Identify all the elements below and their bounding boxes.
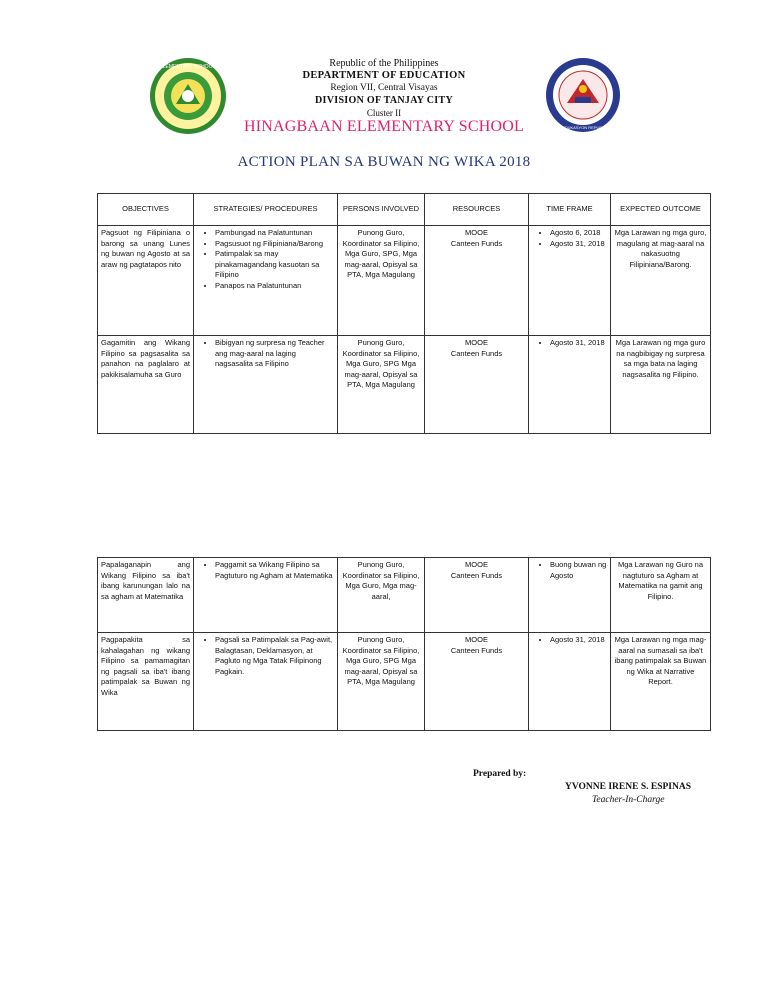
persons-cell: Punong Guro, Koordinator sa Filipino, Mga Guro, SPG, Mga mag-aaral, Opisyal sa PTA, Mga Magulang (338, 226, 425, 336)
timeframe-cell (529, 226, 611, 336)
persons-cell: Punong Guro, Koordinator sa Filipino, Mga Guro, SPG Mga mag-aaral, Opisyal sa PTA, Mga Magulang (338, 633, 425, 731)
resources-cell (425, 558, 529, 633)
right-seal-text: KAGAWARAN NG EDUKASYON REPUBLIKA NG PILIPINAS (528, 125, 638, 130)
strategy-item: • Pagsusuot ng Filipiniana/Barong (215, 239, 334, 250)
objective-cell: Papalaganapin ang Wikang Filipino sa iba't ibang karunungan lalo na sa agham at Matematika (98, 558, 194, 633)
table-header-row (98, 194, 711, 226)
col-header-resources: RESOURCES (425, 194, 529, 226)
strategy-item: • Pagsali sa Patimpalak sa Pag-awit, Balagtasan, Deklamasyon, at Pagluto ng Mga Tatak Filipinong Pagkain. (215, 635, 334, 677)
resources-cell (425, 633, 529, 731)
left-seal-text: HINAGBAAN ELEMENTARY SCHOOL TANJAY CITY (128, 64, 248, 70)
republic-text: Republic of the Philippines (329, 58, 439, 69)
strategies-cell (194, 226, 338, 336)
table-row (98, 558, 711, 633)
outcome-cell: Mga Larawan ng mga guro, magulang at mag-aaral na nakasuotng Filipiniana/Barong. (611, 226, 711, 336)
resources-cell (425, 336, 529, 434)
col-header-persons: PERSONS INVOLVED (338, 194, 425, 226)
col-header-objectives: OBJECTIVES (98, 194, 194, 226)
strategies-cell (194, 336, 338, 434)
school-name: HINAGBAAN ELEMENTARY SCHOOL (244, 118, 524, 135)
timeframe-cell (529, 558, 611, 633)
timeframe-cell (529, 633, 611, 731)
resource-item: MOOE (465, 228, 488, 237)
preparer-title: Teacher-In-Charge (592, 795, 665, 805)
timeframe-item: • Agosto 31, 2018 (550, 635, 607, 646)
strategy-item: • Pambungad na Palatuntunan (215, 228, 334, 239)
resource-item: Canteen Funds (450, 645, 503, 655)
resource-item: Canteen Funds (450, 348, 503, 358)
page-title: ACTION PLAN SA BUWAN NG WIKA 2018 (237, 154, 531, 170)
timeframe-cell (529, 336, 611, 434)
resource-item: MOOE (465, 338, 488, 347)
department-text: DEPARTMENT OF EDUCATION (302, 70, 466, 81)
resource-item: MOOE (465, 635, 488, 644)
prepared-by-label: Prepared by: (473, 769, 527, 779)
division-text: DIVISION OF TANJAY CITY (315, 95, 453, 106)
strategies-cell (194, 633, 338, 731)
resource-item: Canteen Funds (450, 238, 503, 248)
objective-cell: Gagamitin ang Wikang Filipino sa pagsasalita sa panahon na paglalaro at pakikisalamuha sa Guro (98, 336, 194, 434)
table-row (98, 226, 711, 336)
timeframe-item: • Agosto 6, 2018 (550, 228, 607, 239)
outcome-cell: Mga Larawan ng mga mag-aaral na sumasali sa iba't ibang patimpalak sa Buwan ng Wika at Narrative Report. (611, 633, 711, 731)
persons-cell: Punong Guro, Koordinator sa Filipino, Mga Guro, SPG Mga mag-aaral, Opisyal sa PTA, Mga Magulang (338, 336, 425, 434)
objective-cell: Pagpapakita sa kahalagahan ng wikang Filipino sa pamamagitan ng pagsali sa iba't ibang patimpalak sa Buwan ng Wika (98, 633, 194, 731)
strategy-item: • Patimpalak sa may pinakamagandang kasuotan sa Filipino (215, 249, 334, 281)
preparer-name: YVONNE IRENE S. ESPINAS (565, 782, 691, 792)
outcome-cell: Mga Larawan ng Guro na nagtuturo sa Agham at Matematika na gamit ang Filipino. (611, 558, 711, 633)
action-plan-table-part1 (97, 193, 711, 434)
strategy-item: • Paggamit sa Wikang Filipino sa Pagtuturo ng Agham at Matematika (215, 560, 334, 581)
strategies-cell (194, 558, 338, 633)
col-header-timeframe: TIME FRAME (529, 194, 611, 226)
strategy-item: • Panapos na Palatuntunan (215, 281, 334, 292)
timeframe-item: • Buong buwan ng Agosto (550, 560, 607, 581)
resource-item: Canteen Funds (450, 570, 503, 580)
cluster-text: Cluster II (366, 108, 402, 118)
region-text: Region VII, Central Visayas (330, 83, 438, 93)
col-header-outcome: EXPECTED OUTCOME (611, 194, 711, 226)
action-plan-table-part2 (97, 557, 711, 731)
timeframe-item: • Agosto 31, 2018 (550, 239, 607, 250)
table-row (98, 633, 711, 731)
outcome-cell: Mga Larawan ng mga guro na nagbibigay ng surpresa sa mga bata na laging nagsasalita ng Filipino. (611, 336, 711, 434)
strategy-item: • Bibigyan ng surpresa ng Teacher ang mag-aaral na laging nagsasalita sa Filipino (215, 338, 334, 370)
col-header-strategies: STRATEGIES/ PROCEDURES (194, 194, 338, 226)
persons-cell: Punong Guro, Koordinator sa Filipino, Mga Guro, Mga mag-aaral, (338, 558, 425, 633)
objective-cell: Pagsuot ng Filipiniana o barong sa unang Lunes ng buwan ng Agosto at sa araw ng pagtatapos nito (98, 226, 194, 336)
resource-item: MOOE (465, 560, 488, 569)
timeframe-item: • Agosto 31, 2018 (550, 338, 607, 349)
resources-cell (425, 226, 529, 336)
table-row (98, 336, 711, 434)
